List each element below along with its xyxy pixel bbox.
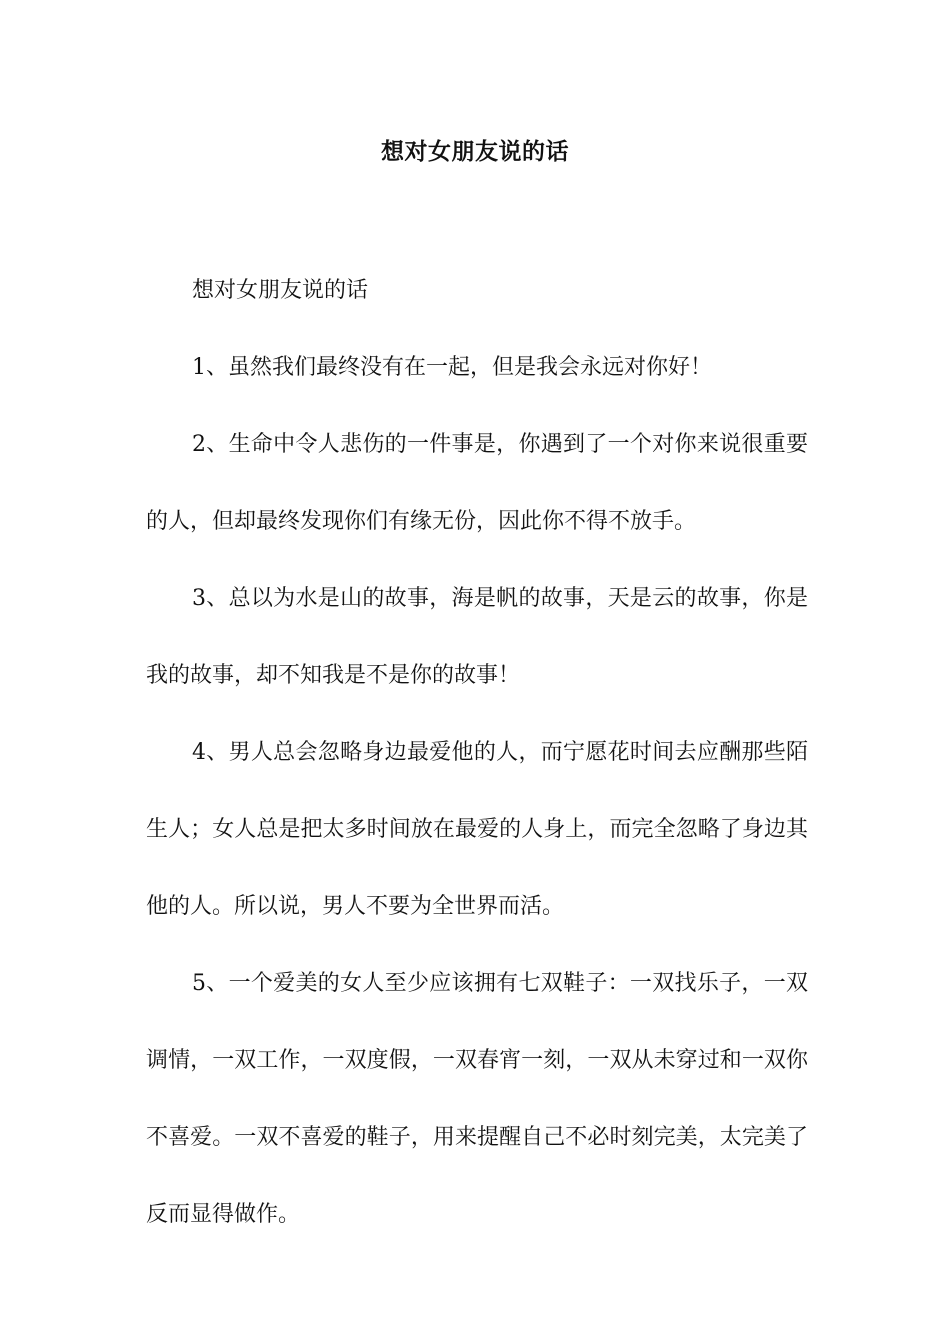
paragraph-heading: 想对女朋友说的话 — [192, 278, 369, 303]
document-title: 想对女朋友说的话 — [381, 138, 569, 165]
paragraph-3: 3、总以为水是山的故事，海是帆的故事，天是云的故事，你是我的故事，却不知我是不是你的故事！ — [146, 586, 808, 688]
paragraph-5: 5、一个爱美的女人至少应该拥有七双鞋子：一双找乐子，一双调情，一双工作，一双度假，一双春宵一刻，一双从未穿过和一双你不喜爱。一双不喜爱的鞋子，用来提醒自己不必时刻完美，太完美了反而显得做作。 — [146, 971, 808, 1227]
paragraph-4: 4、男人总会忽略身边最爱他的人，而宁愿花时间去应酬那些陌生人；女人总是把太多时间放在最爱的人身上，而完全忽略了身边其他的人。所以说，男人不要为全世界而活。 — [146, 740, 808, 919]
paragraph-2: 2、生命中令人悲伤的一件事是，你遇到了一个对你来说很重要的人，但却最终发现你们有缘无份，因此你不得不放手。 — [146, 432, 808, 534]
document-body — [146, 252, 808, 1253]
paragraph-1: 1、虽然我们最终没有在一起，但是我会永远对你好！ — [192, 355, 712, 380]
